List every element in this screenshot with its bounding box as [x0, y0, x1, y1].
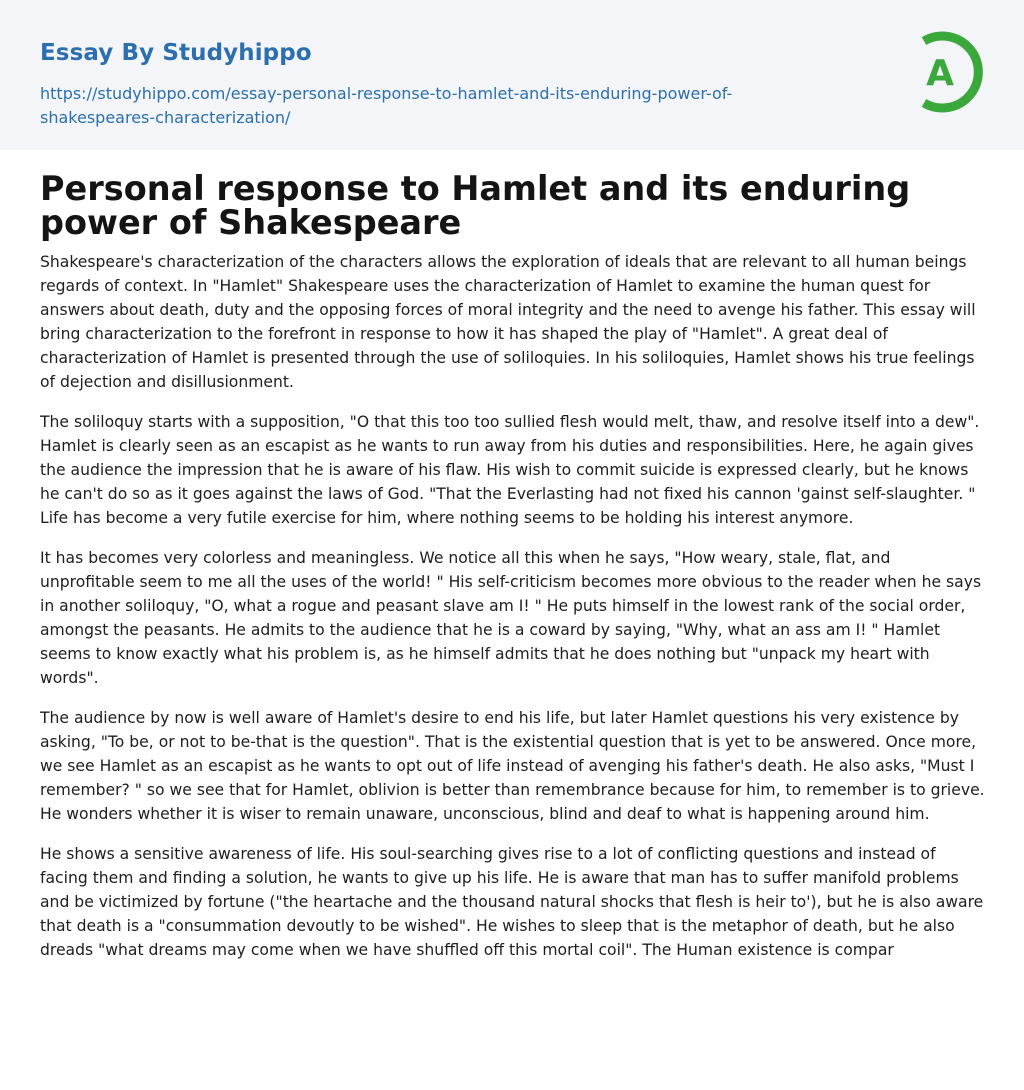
essay-body — [40, 250, 986, 978]
essay-paragraph: The audience by now is well aware of Hamlet's desire to end his life, but later Hamlet questions his very existence by asking, "To be, or not to be-that is the question". That is the existential question that is yet to be answered. Once more, we see Hamlet as an escapist as he wants to opt out of life instead of avenging his father's death. He also asks, "Must I remember? " so we see that for Hamlet, oblivion is better than remembrance because for him, to remember is to grieve. He wonders whether it is wiser to remain unaware, unconscious, blind and deaf to what is happening around him. — [40, 709, 985, 823]
essay-paragraph: The soliloquy starts with a supposition, "O that this too too sullied flesh would melt, thaw, and resolve itself into a dew". Hamlet is clearly seen as an escapist as he wants to run away from his duties and responsibilities. Here, he again gives the audience the impression that he is aware of his flaw. His wish to commit suicide is expressed clearly, but he knows he can't do so as it goes against the laws of God. "That the Everlasting had not fixed his cannon 'gainst self-slaughter. " Life has become a very futile exercise for him, where nothing seems to be holding his interest anymore. — [40, 413, 980, 527]
essay-url-link[interactable]: https://studyhippo.com/essay-personal-response-to-hamlet-and-its-enduring-power-of-shakespeares-characterization/ — [40, 84, 733, 127]
brand-title[interactable]: Essay By Studyhippo — [40, 40, 312, 66]
essay-paragraph: It has becomes very colorless and meaningless. We notice all this when he says, "How weary, stale, flat, and unprofitable seem to me all the uses of the world! " His self-criticism becomes more obvious to the reader when he says in another soliloquy, "O, what a rogue and peasant slave am I! " He puts himself in the lowest rank of the social order, amongst the peasants. He admits to the audience that he is a coward by saying, "Why, what an ass am I! " Hamlet seems to know exactly what his problem is, as he himself admits that he does nothing but "unpack my heart with words". — [40, 549, 982, 687]
logo-letter: A — [926, 53, 954, 94]
essay-paragraph: He shows a sensitive awareness of life. His soul-searching gives rise to a lot of conflicting questions and instead of facing them and finding a solution, he wants to give up his life. He is aware that man has to suffer manifold problems and be victimized by fortune ("the heartache and the thousand natural shocks that flesh is heir to'), but he is also aware that death is a "consummation devoutly to be wished". He wishes to sleep that is the metaphor of death, but he also dreads "what dreams may come when we have shuffled off this mortal coil". The Human existence is compar — [40, 845, 984, 959]
site-header — [0, 0, 1024, 150]
essay-paragraph: Shakespeare's characterization of the characters allows the exploration of ideals that are relevant to all human beings regards of context. In "Hamlet" Shakespeare uses the characterization of Hamlet to examine the human quest for answers about death, duty and the opposing forces of moral integrity and the need to avenge his father. This essay will bring characterization to the forefront in response to how it has shaped the play of "Hamlet". A great deal of characterization of Hamlet is presented through the use of soliloquies. In his soliloquies, Hamlet shows his true feelings of dejection and disillusionment. — [40, 253, 976, 391]
essay-title: Personal response to Hamlet and its enduring power of Shakespeare — [40, 169, 911, 242]
studyhippo-logo-icon[interactable] — [910, 29, 986, 115]
